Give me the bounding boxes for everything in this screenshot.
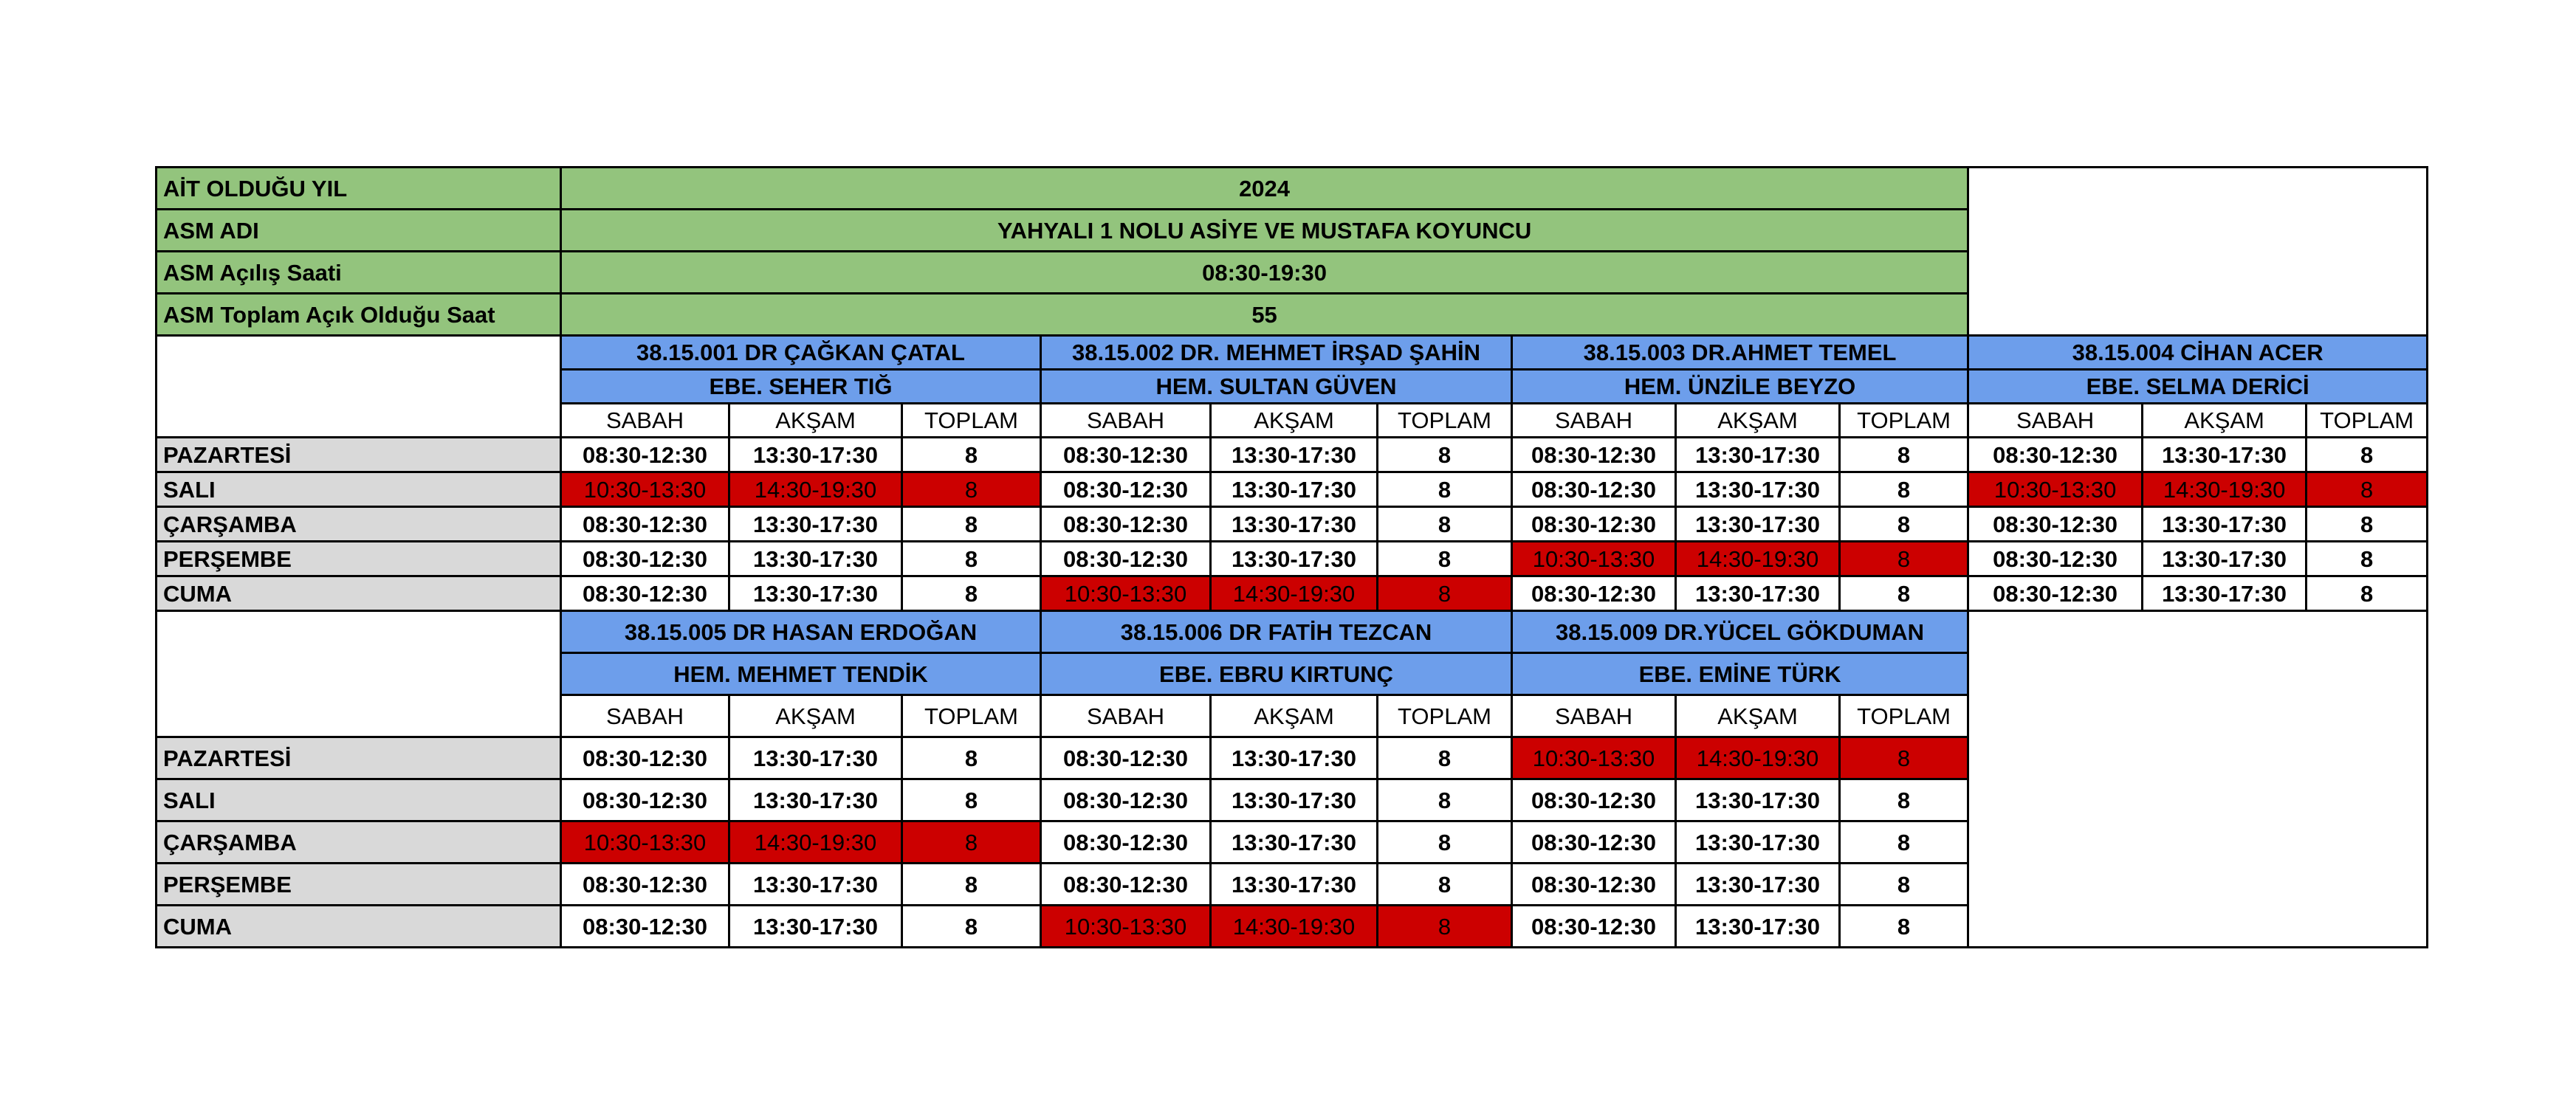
shift-total: 8: [1378, 507, 1512, 542]
shift-evening: 13:30-17:30: [729, 507, 902, 542]
shift-total: 8: [902, 507, 1041, 542]
col-header-total: TOPLAM: [1840, 404, 1968, 438]
shift-morning: 08:30-12:30: [1041, 864, 1211, 906]
shift-evening: 13:30-17:30: [729, 542, 902, 576]
day-label: ÇARŞAMBA: [157, 821, 561, 864]
day-label: CUMA: [157, 576, 561, 611]
shift-morning: 08:30-12:30: [1512, 438, 1676, 472]
shift-total: 8: [902, 737, 1041, 779]
shift-total: 8: [902, 821, 1041, 864]
schedule-table: [155, 166, 2428, 948]
day-label: CUMA: [157, 906, 561, 948]
shift-evening: 13:30-17:30: [1211, 779, 1378, 821]
doctor-name: 38.15.002 DR. MEHMET İRŞAD ŞAHİN: [1041, 336, 1512, 370]
col-header-morning: SABAH: [1968, 404, 2143, 438]
shift-morning: 08:30-12:30: [1968, 576, 2143, 611]
col-header-evening: AKŞAM: [729, 695, 902, 737]
asm-name-value: YAHYALI 1 NOLU ASİYE VE MUSTAFA KOYUNCU: [561, 210, 1968, 252]
day-label: PAZARTESİ: [157, 737, 561, 779]
shift-evening: 13:30-17:30: [1211, 438, 1378, 472]
col-header-total: TOPLAM: [2307, 404, 2428, 438]
shift-morning: 08:30-12:30: [1041, 507, 1211, 542]
shift-evening: 13:30-17:30: [2143, 542, 2307, 576]
shift-evening: 13:30-17:30: [2143, 507, 2307, 542]
shift-total: 8: [902, 472, 1041, 507]
shift-evening: 13:30-17:30: [1211, 472, 1378, 507]
shift-total: 8: [2307, 542, 2428, 576]
staff-name: HEM. SULTAN GÜVEN: [1041, 370, 1512, 404]
shift-evening: 13:30-17:30: [1676, 472, 1840, 507]
asm-name-label: ASM ADI: [157, 210, 561, 252]
shift-total: 8: [1840, 864, 1968, 906]
day-label: PERŞEMBE: [157, 864, 561, 906]
empty-header-cell: [157, 336, 561, 438]
shift-morning-late: 10:30-13:30: [561, 821, 729, 864]
shift-evening: 13:30-17:30: [729, 864, 902, 906]
empty-corner: [1968, 168, 2428, 336]
col-header-morning: SABAH: [1512, 404, 1676, 438]
shift-evening: 13:30-17:30: [729, 737, 902, 779]
shift-evening: 13:30-17:30: [1676, 438, 1840, 472]
shift-evening-late: 14:30-19:30: [1211, 906, 1378, 948]
doctor-name: 38.15.009 DR.YÜCEL GÖKDUMAN: [1512, 611, 1968, 653]
shift-total: 8: [1840, 821, 1968, 864]
shift-total: 8: [1378, 542, 1512, 576]
col-header-total: TOPLAM: [1378, 404, 1512, 438]
staff-name: HEM. ÜNZİLE BEYZO: [1512, 370, 1968, 404]
shift-evening: 13:30-17:30: [729, 779, 902, 821]
shift-evening: 13:30-17:30: [1676, 576, 1840, 611]
shift-morning: 08:30-12:30: [1512, 779, 1676, 821]
shift-evening: 13:30-17:30: [1676, 864, 1840, 906]
shift-evening: 13:30-17:30: [1211, 542, 1378, 576]
shift-total: 8: [1840, 737, 1968, 779]
shift-morning: 08:30-12:30: [1968, 542, 2143, 576]
shift-morning: 08:30-12:30: [561, 779, 729, 821]
shift-evening: 13:30-17:30: [2143, 438, 2307, 472]
shift-morning-late: 10:30-13:30: [1512, 542, 1676, 576]
col-header-morning: SABAH: [561, 404, 729, 438]
col-header-total: TOPLAM: [1378, 695, 1512, 737]
shift-morning: 08:30-12:30: [1968, 507, 2143, 542]
staff-name: EBE. SEHER TIĞ: [561, 370, 1041, 404]
shift-morning: 08:30-12:30: [561, 576, 729, 611]
shift-total: 8: [1378, 737, 1512, 779]
shift-morning: 08:30-12:30: [1512, 864, 1676, 906]
shift-morning: 08:30-12:30: [1041, 821, 1211, 864]
shift-total: 8: [902, 779, 1041, 821]
empty-header-cell: [157, 611, 561, 737]
shift-evening: 13:30-17:30: [729, 438, 902, 472]
shift-total: 8: [902, 542, 1041, 576]
shift-morning: 08:30-12:30: [561, 864, 729, 906]
empty-area: [1968, 611, 2428, 948]
shift-total: 8: [1378, 438, 1512, 472]
col-header-evening: AKŞAM: [729, 404, 902, 438]
shift-total: 8: [1840, 438, 1968, 472]
col-header-evening: AKŞAM: [1676, 695, 1840, 737]
shift-morning: 08:30-12:30: [1512, 576, 1676, 611]
shift-total: 8: [1378, 906, 1512, 948]
shift-total: 8: [1378, 864, 1512, 906]
col-header-evening: AKŞAM: [1211, 404, 1378, 438]
shift-morning-late: 10:30-13:30: [1512, 737, 1676, 779]
shift-morning: 08:30-12:30: [561, 507, 729, 542]
shift-evening: 13:30-17:30: [1211, 737, 1378, 779]
day-label: ÇARŞAMBA: [157, 507, 561, 542]
shift-total: 8: [2307, 438, 2428, 472]
shift-evening: 13:30-17:30: [1676, 779, 1840, 821]
shift-total: 8: [1840, 472, 1968, 507]
shift-morning-late: 10:30-13:30: [561, 472, 729, 507]
shift-evening: 13:30-17:30: [1676, 507, 1840, 542]
shift-total: 8: [1378, 821, 1512, 864]
shift-morning: 08:30-12:30: [1041, 472, 1211, 507]
shift-morning: 08:30-12:30: [561, 542, 729, 576]
shift-total: 8: [2307, 472, 2428, 507]
col-header-morning: SABAH: [561, 695, 729, 737]
shift-morning: 08:30-12:30: [1968, 438, 2143, 472]
shift-total: 8: [2307, 576, 2428, 611]
staff-name: EBE. EBRU KIRTUNÇ: [1041, 653, 1512, 695]
col-header-morning: SABAH: [1041, 695, 1211, 737]
col-header-morning: SABAH: [1041, 404, 1211, 438]
shift-morning-late: 10:30-13:30: [1041, 906, 1211, 948]
shift-total: 8: [2307, 507, 2428, 542]
col-header-evening: AKŞAM: [2143, 404, 2307, 438]
shift-total: 8: [902, 864, 1041, 906]
shift-morning: 08:30-12:30: [561, 737, 729, 779]
shift-evening-late: 14:30-19:30: [1676, 542, 1840, 576]
shift-total: 8: [1378, 472, 1512, 507]
shift-morning: 08:30-12:30: [1512, 906, 1676, 948]
total-open-hours-value: 55: [561, 294, 1968, 336]
shift-morning-late: 10:30-13:30: [1968, 472, 2143, 507]
shift-evening: 13:30-17:30: [1676, 906, 1840, 948]
shift-evening: 13:30-17:30: [729, 906, 902, 948]
shift-evening: 13:30-17:30: [1211, 821, 1378, 864]
staff-name: EBE. SELMA DERİCİ: [1968, 370, 2428, 404]
shift-morning: 08:30-12:30: [1512, 507, 1676, 542]
doctor-name: 38.15.005 DR HASAN ERDOĞAN: [561, 611, 1041, 653]
shift-evening: 13:30-17:30: [1211, 864, 1378, 906]
shift-morning: 08:30-12:30: [1512, 472, 1676, 507]
col-header-total: TOPLAM: [902, 404, 1041, 438]
shift-evening-late: 14:30-19:30: [1211, 576, 1378, 611]
shift-evening: 13:30-17:30: [1211, 507, 1378, 542]
day-label: SALI: [157, 472, 561, 507]
shift-total: 8: [1840, 576, 1968, 611]
shift-total: 8: [1378, 779, 1512, 821]
shift-total: 8: [902, 906, 1041, 948]
shift-morning: 08:30-12:30: [1041, 779, 1211, 821]
staff-name: HEM. MEHMET TENDİK: [561, 653, 1041, 695]
open-hours-label: ASM Açılış Saati: [157, 252, 561, 294]
day-label: SALI: [157, 779, 561, 821]
shift-evening: 13:30-17:30: [1676, 821, 1840, 864]
shift-morning-late: 10:30-13:30: [1041, 576, 1211, 611]
shift-morning: 08:30-12:30: [561, 906, 729, 948]
day-label: PAZARTESİ: [157, 438, 561, 472]
shift-evening: 13:30-17:30: [2143, 576, 2307, 611]
shift-morning: 08:30-12:30: [1041, 542, 1211, 576]
col-header-evening: AKŞAM: [1676, 404, 1840, 438]
open-hours-value: 08:30-19:30: [561, 252, 1968, 294]
shift-total: 8: [902, 576, 1041, 611]
shift-total: 8: [1840, 779, 1968, 821]
total-open-hours-label: ASM Toplam Açık Olduğu Saat: [157, 294, 561, 336]
shift-total: 8: [1840, 507, 1968, 542]
shift-morning: 08:30-12:30: [1041, 737, 1211, 779]
shift-evening: 13:30-17:30: [729, 576, 902, 611]
shift-total: 8: [1840, 906, 1968, 948]
shift-total: 8: [1378, 576, 1512, 611]
col-header-evening: AKŞAM: [1211, 695, 1378, 737]
shift-morning: 08:30-12:30: [1041, 438, 1211, 472]
shift-total: 8: [902, 438, 1041, 472]
doctor-name: 38.15.003 DR.AHMET TEMEL: [1512, 336, 1968, 370]
shift-evening-late: 14:30-19:30: [1676, 737, 1840, 779]
shift-total: 8: [1840, 542, 1968, 576]
day-label: PERŞEMBE: [157, 542, 561, 576]
shift-evening-late: 14:30-19:30: [729, 821, 902, 864]
col-header-total: TOPLAM: [1840, 695, 1968, 737]
col-header-morning: SABAH: [1512, 695, 1676, 737]
shift-evening-late: 14:30-19:30: [729, 472, 902, 507]
staff-name: EBE. EMİNE TÜRK: [1512, 653, 1968, 695]
doctor-name: 38.15.006 DR FATİH TEZCAN: [1041, 611, 1512, 653]
doctor-name: 38.15.004 CİHAN ACER: [1968, 336, 2428, 370]
doctor-name: 38.15.001 DR ÇAĞKAN ÇATAL: [561, 336, 1041, 370]
shift-evening-late: 14:30-19:30: [2143, 472, 2307, 507]
year-value: 2024: [561, 168, 1968, 210]
col-header-total: TOPLAM: [902, 695, 1041, 737]
shift-morning: 08:30-12:30: [1512, 821, 1676, 864]
year-label: AİT OLDUĞU YIL: [157, 168, 561, 210]
shift-morning: 08:30-12:30: [561, 438, 729, 472]
